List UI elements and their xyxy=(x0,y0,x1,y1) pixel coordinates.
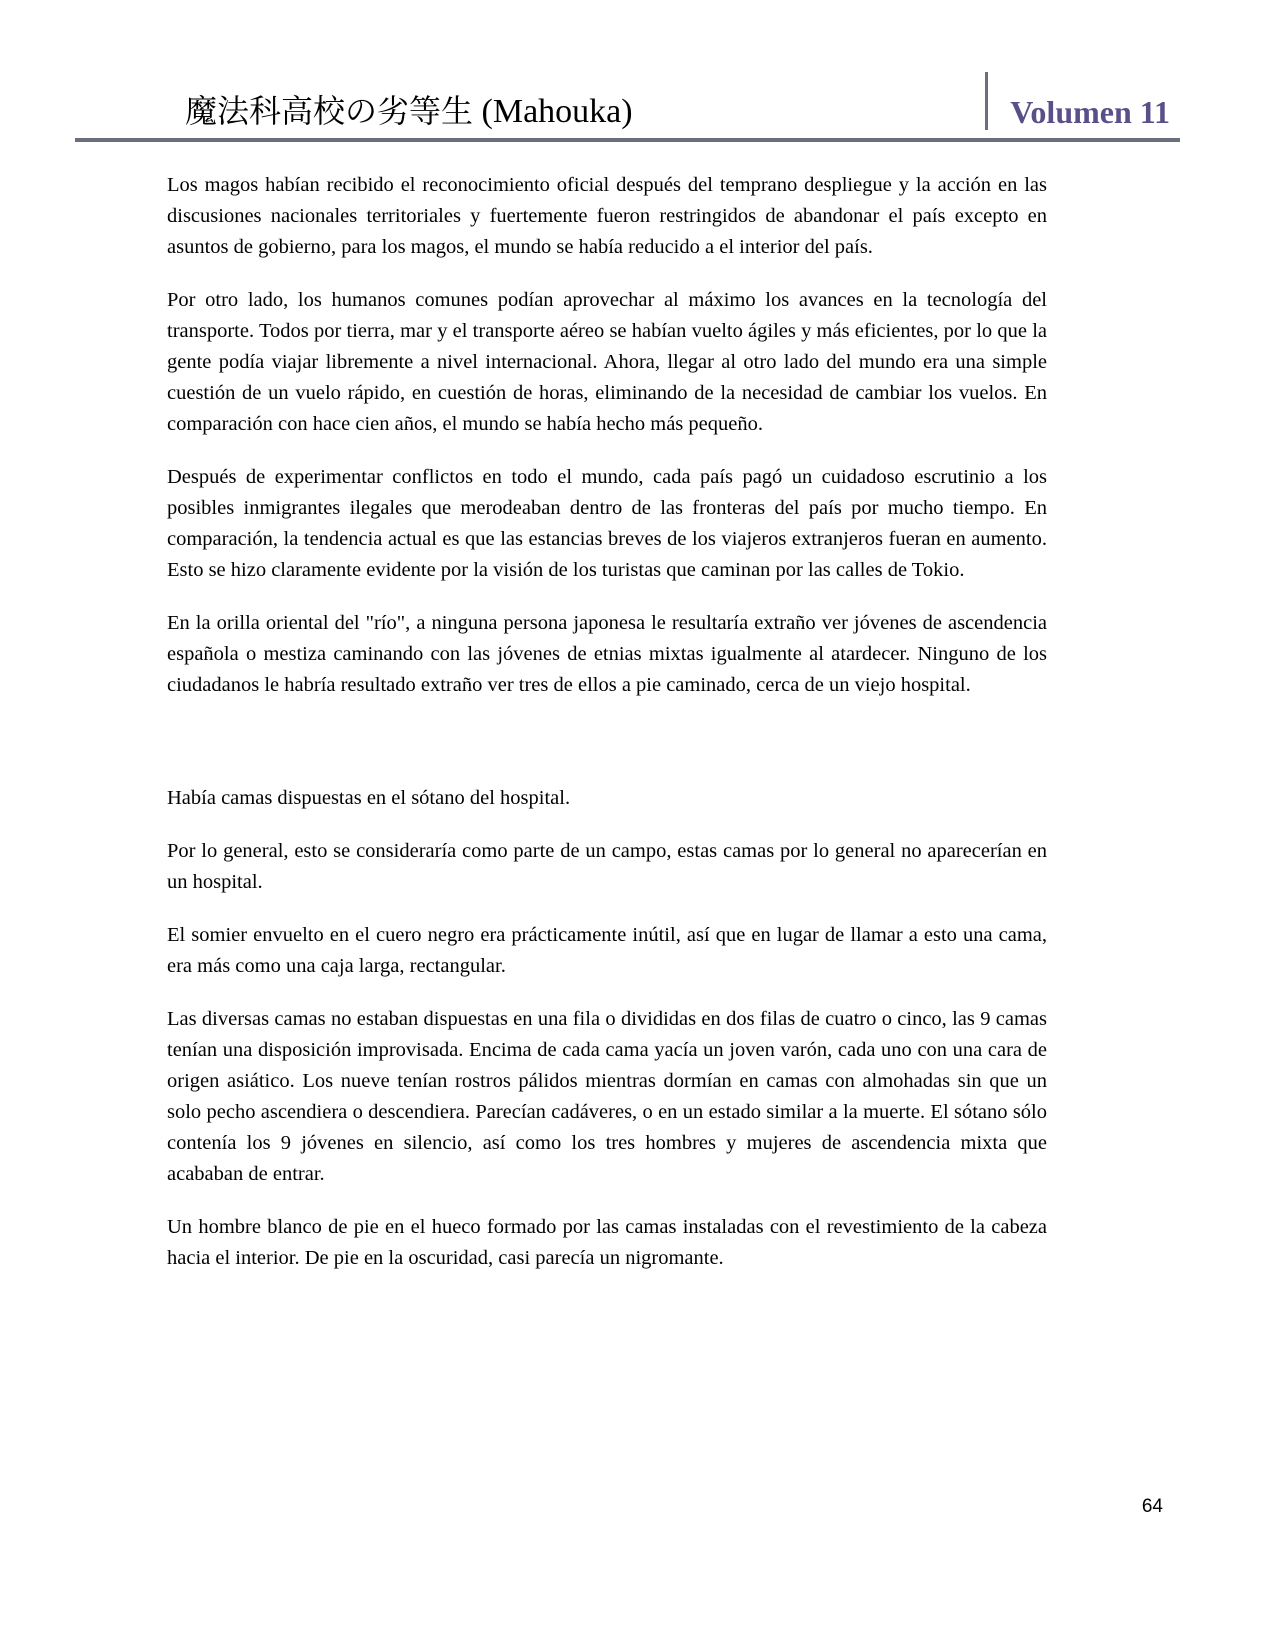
header-title xyxy=(185,91,633,132)
header-title-japanese: 魔法科高校の劣等生 xyxy=(185,92,474,130)
paragraph: En la orilla oriental del "río", a ninguna persona japonesa le resultaría extraño ver jóvenes de ascendencia española o mestiza caminando con las jóvenes de etnias mixtas igualmente al atardecer. Ninguno de los ciudadanos le habría resultado extraño ver tres de ellos a pie caminado, cerca de un viejo hospital. xyxy=(167,612,1047,696)
section-break xyxy=(167,723,1047,783)
header-title-romanized: (Mahouka) xyxy=(473,93,633,130)
page-number: 64 xyxy=(1141,1496,1163,1517)
paragraph: Por lo general, esto se consideraría como parte de un campo, estas camas por lo general no aparecerían en un hospital. xyxy=(167,840,1047,893)
header-right-group xyxy=(985,72,1170,132)
header-vertical-divider xyxy=(985,72,988,130)
paragraph: Los magos habían recibido el reconocimiento oficial después del temprano despliegue y la acción en las discusiones nacionales territoriales y fuertemente fueron restringidos de abandonar el país excepto en asuntos de gobierno, para los magos, el mundo se había reducido a el interior del país. xyxy=(167,174,1047,258)
paragraph: Por otro lado, los humanos comunes podían aprovechar al máximo los avances en la tecnología del transporte. Todos por tierra, mar y el transporte aéreo se habían vuelto ágiles y más eficientes, por lo que la gente podía viajar libremente a nivel internacional. Ahora, llegar al otro lado del mundo era una simple cuestión de un vuelo rápido, en cuestión de horas, eliminando de la necesidad de cambiar los vuelos. En comparación con hace cien años, el mundo se había hecho más pequeño. xyxy=(167,289,1047,435)
paragraph: Después de experimentar conflictos en todo el mundo, cada país pagó un cuidadoso escrutinio a los posibles inmigrantes ilegales que merodeaban dentro de las fronteras del país por mucho tiempo. En comparación, la tendencia actual es que las estancias breves de los viajeros extranjeros fueran en aumento. Esto se hizo claramente evidente por la visión de los turistas que caminan por las calles de Tokio. xyxy=(167,466,1047,581)
paragraph: Un hombre blanco de pie en el hueco formado por las camas instaladas con el revestimiento de la cabeza hacia el interior. De pie en la oscuridad, casi parecía un nigromante. xyxy=(167,1216,1047,1269)
paragraph: Las diversas camas no estaban dispuestas en una fila o divididas en dos filas de cuatro o cinco, las 9 camas tenían una disposición improvisada. Encima de cada cama yacía un joven varón, cada uno con una cara de origen asiático. Los nueve tenían rostros pálidos mientras dormían en camas con almohadas sin que un solo pecho ascendiera o descendiera. Parecían cadáveres, o en un estado similar a la muerte. El sótano sólo contenía los 9 jóvenes en silencio, así como los tres hombres y mujeres de ascendencia mixta que acababan de entrar. xyxy=(167,1008,1047,1185)
page-header xyxy=(75,60,1180,142)
header-volume-label: Volumen 11 xyxy=(1010,94,1170,130)
paragraph: Había camas dispuestas en el sótano del hospital. xyxy=(167,787,571,809)
header-horizontal-rule xyxy=(75,138,1180,142)
header-content xyxy=(75,60,1180,132)
document-body xyxy=(167,170,1047,1274)
paragraph: El somier envuelto en el cuero negro era prácticamente inútil, así que en lugar de llamar a esto una cama, era más como una caja larga, rectangular. xyxy=(167,924,1047,977)
